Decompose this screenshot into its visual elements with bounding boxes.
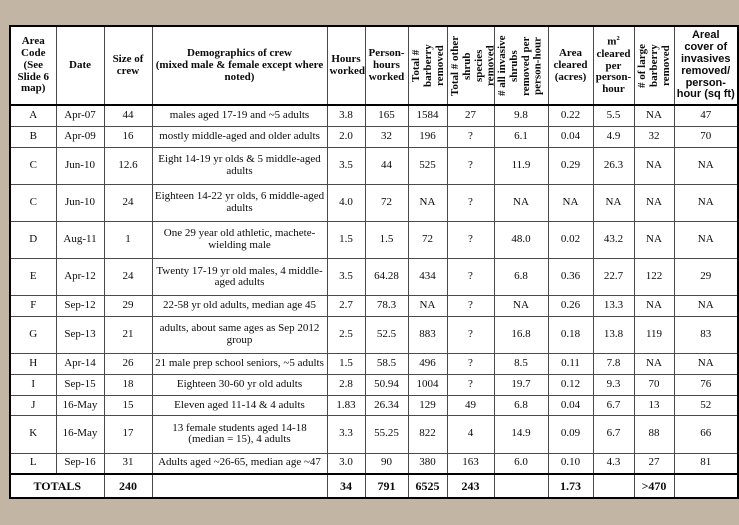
cell-size-of-crew: 29 <box>104 296 152 317</box>
totals-row <box>10 474 738 498</box>
cell-area-cleared: 0.12 <box>548 374 593 395</box>
cell-date: Sep-13 <box>56 317 104 354</box>
area-cleared-line-3: (acres) <box>554 70 587 83</box>
cell-date: Jun-10 <box>56 184 104 221</box>
cell-m2-per-person-hour: 7.8 <box>593 354 634 375</box>
cell-person-hours: 58.5 <box>365 354 408 375</box>
cell-demographics: One 29 year old athletic, machete-wielding male <box>152 222 327 259</box>
table-header-row-group <box>10 26 738 105</box>
demographics-title: Demographics of crew <box>187 46 292 59</box>
cell-area-code: A <box>10 105 56 126</box>
cell-m2-per-person-hour: 5.5 <box>593 105 634 126</box>
cell-demographics: Eighteen 14-22 yr olds, 6 middle-aged adults <box>152 184 327 221</box>
cell-areal-cover: 76 <box>674 374 738 395</box>
table-row <box>10 105 738 126</box>
cell-area-code: H <box>10 354 56 375</box>
cell-large-barberry: 27 <box>634 453 674 474</box>
col-header-area-cleared <box>548 26 593 105</box>
area-code-line-3: (See <box>23 58 44 71</box>
table-header-row <box>10 26 738 105</box>
cell-area-cleared: 0.04 <box>548 127 593 148</box>
cell-hours-worked: 3.5 <box>327 147 365 184</box>
cell-size-of-crew: 26 <box>104 354 152 375</box>
total-other-shrub-label: Total # other shrub species removed <box>448 35 497 96</box>
cell-demographics: adults, about same ages as Sep 2012 group <box>152 317 327 354</box>
table-row <box>10 184 738 221</box>
cell-invasives-per-person-hour: 9.8 <box>494 105 548 126</box>
cell-area-cleared: 0.02 <box>548 222 593 259</box>
m2-line-4: hour <box>602 83 625 96</box>
person-hours-line-3: worked <box>368 70 405 83</box>
cell-hours-worked: 2.0 <box>327 127 365 148</box>
cell-invasives-per-person-hour: 11.9 <box>494 147 548 184</box>
table-row <box>10 374 738 395</box>
cell-demographics: Eight 14-19 yr olds & 5 middle-aged adults <box>152 147 327 184</box>
cell-areal-cover: 70 <box>674 127 738 148</box>
cell-hours-worked: 2.5 <box>327 317 365 354</box>
cell-hours-worked: 3.8 <box>327 105 365 126</box>
totals-areal-cover <box>674 474 738 498</box>
col-header-invasive-shrubs-per-person-hour <box>494 26 548 105</box>
cell-barberry-removed: 496 <box>408 354 447 375</box>
cell-barberry-removed: NA <box>408 184 447 221</box>
cell-invasives-per-person-hour: 16.8 <box>494 317 548 354</box>
table-body <box>10 105 738 498</box>
cell-hours-worked: 2.8 <box>327 374 365 395</box>
totals-invasives-per-hour <box>494 474 548 498</box>
total-barberry-removed-label: Total # barberry removed <box>409 44 446 88</box>
cell-demographics: 22-58 yr old adults, median age 45 <box>152 296 327 317</box>
area-code-line-2: Code <box>21 46 46 59</box>
cell-date: Apr-07 <box>56 105 104 126</box>
cell-hours-worked: 3.0 <box>327 453 365 474</box>
cell-area-cleared: NA <box>548 184 593 221</box>
cell-invasives-per-person-hour: 6.8 <box>494 259 548 296</box>
hours-worked-line-2: worked <box>329 64 365 77</box>
cell-m2-per-person-hour: 6.7 <box>593 416 634 453</box>
cell-demographics: Eighteen 30-60 yr old adults <box>152 374 327 395</box>
cell-size-of-crew: 44 <box>104 105 152 126</box>
table-row <box>10 317 738 354</box>
cell-large-barberry: NA <box>634 105 674 126</box>
totals-size-of-crew: 240 <box>104 474 152 498</box>
cell-area-cleared: 0.22 <box>548 105 593 126</box>
table-row <box>10 416 738 453</box>
cell-barberry-removed: 525 <box>408 147 447 184</box>
cell-large-barberry: NA <box>634 147 674 184</box>
cell-size-of-crew: 18 <box>104 374 152 395</box>
large-barberry-removed-label: # of large barberry removed <box>635 43 672 88</box>
cell-invasives-per-person-hour: 6.1 <box>494 127 548 148</box>
cell-barberry-removed: 129 <box>408 395 447 416</box>
cell-barberry-removed: 1584 <box>408 105 447 126</box>
cell-other-shrubs: ? <box>447 317 494 354</box>
cell-size-of-crew: 12.6 <box>104 147 152 184</box>
cell-demographics: Eleven aged 11-14 & 4 adults <box>152 395 327 416</box>
cell-demographics: males aged 17-19 and ~5 adults <box>152 105 327 126</box>
hours-worked-line-1: Hours <box>331 52 361 65</box>
cell-area-code: F <box>10 296 56 317</box>
cell-area-code: I <box>10 374 56 395</box>
cell-areal-cover: 29 <box>674 259 738 296</box>
cell-date: Apr-14 <box>56 354 104 375</box>
size-of-crew-line-2: crew <box>116 64 140 77</box>
cell-area-code: B <box>10 127 56 148</box>
area-cleared-line-1: Area <box>558 46 582 59</box>
totals-barberry-removed: 6525 <box>408 474 447 498</box>
table-row <box>10 259 738 296</box>
area-code-line-1: Area <box>21 34 45 47</box>
cell-demographics: 13 female students aged 14-18 (median = 15), 4 adults <box>152 416 327 453</box>
m2-line-2: per <box>605 59 622 72</box>
cell-m2-per-person-hour: NA <box>593 184 634 221</box>
cell-invasives-per-person-hour: NA <box>494 296 548 317</box>
cell-other-shrubs: 27 <box>447 105 494 126</box>
cell-barberry-removed: 72 <box>408 222 447 259</box>
cell-person-hours: 52.5 <box>365 317 408 354</box>
cell-m2-per-person-hour: 13.8 <box>593 317 634 354</box>
crew-data-table <box>9 25 739 499</box>
totals-area-cleared: 1.73 <box>548 474 593 498</box>
col-header-total-barberry-removed <box>408 26 447 105</box>
cell-other-shrubs: ? <box>447 222 494 259</box>
cell-area-cleared: 0.10 <box>548 453 593 474</box>
cell-barberry-removed: 196 <box>408 127 447 148</box>
table-row <box>10 127 738 148</box>
cell-date: Jun-10 <box>56 147 104 184</box>
cell-demographics: Adults aged ~26-65, median age ~47 <box>152 453 327 474</box>
cell-invasives-per-person-hour: 8.5 <box>494 354 548 375</box>
cell-size-of-crew: 24 <box>104 259 152 296</box>
col-header-date: Date <box>56 26 104 105</box>
cell-area-code: L <box>10 453 56 474</box>
cell-large-barberry: NA <box>634 354 674 375</box>
cell-barberry-removed: 434 <box>408 259 447 296</box>
m2-superscript: 2 <box>616 35 620 43</box>
totals-person-hours: 791 <box>365 474 408 498</box>
cell-area-code: E <box>10 259 56 296</box>
cell-m2-per-person-hour: 6.7 <box>593 395 634 416</box>
cell-area-cleared: 0.36 <box>548 259 593 296</box>
table-row <box>10 222 738 259</box>
cell-size-of-crew: 31 <box>104 453 152 474</box>
cell-date: 16-May <box>56 395 104 416</box>
cell-barberry-removed: 380 <box>408 453 447 474</box>
cell-m2-per-person-hour: 9.3 <box>593 374 634 395</box>
cell-size-of-crew: 15 <box>104 395 152 416</box>
col-header-m2-cleared-per-person-hour <box>593 26 634 105</box>
cell-person-hours: 26.34 <box>365 395 408 416</box>
cell-date: Sep-16 <box>56 453 104 474</box>
cell-person-hours: 55.25 <box>365 416 408 453</box>
cell-hours-worked: 1.5 <box>327 354 365 375</box>
cell-area-code: J <box>10 395 56 416</box>
cell-m2-per-person-hour: 43.2 <box>593 222 634 259</box>
m2-line-1: cleared <box>596 47 631 60</box>
cell-barberry-removed: NA <box>408 296 447 317</box>
cell-area-code: C <box>10 147 56 184</box>
crew-data-table-container <box>9 25 735 499</box>
cell-date: 16-May <box>56 416 104 453</box>
cell-date: Sep-15 <box>56 374 104 395</box>
cell-areal-cover: NA <box>674 222 738 259</box>
cell-m2-per-person-hour: 22.7 <box>593 259 634 296</box>
cell-large-barberry: 13 <box>634 395 674 416</box>
table-row <box>10 147 738 184</box>
col-header-hours-worked <box>327 26 365 105</box>
cell-large-barberry: 122 <box>634 259 674 296</box>
cell-area-cleared: 0.26 <box>548 296 593 317</box>
cell-date: Aug-11 <box>56 222 104 259</box>
cell-other-shrubs: ? <box>447 127 494 148</box>
col-header-areal-cover: Areal cover of invasives removed/ person-hour (sq ft) <box>674 26 738 105</box>
cell-other-shrubs: 4 <box>447 416 494 453</box>
cell-other-shrubs: ? <box>447 374 494 395</box>
demographics-subtitle: (mixed male & female except where noted) <box>155 58 324 83</box>
totals-demographics <box>152 474 327 498</box>
cell-other-shrubs: ? <box>447 184 494 221</box>
cell-barberry-removed: 883 <box>408 317 447 354</box>
person-hours-line-2: hours <box>373 58 400 71</box>
cell-person-hours: 165 <box>365 105 408 126</box>
cell-area-cleared: 0.29 <box>548 147 593 184</box>
totals-large-barberry: >470 <box>634 474 674 498</box>
totals-other-shrubs: 243 <box>447 474 494 498</box>
cell-areal-cover: NA <box>674 147 738 184</box>
cell-other-shrubs: ? <box>447 259 494 296</box>
cell-demographics: mostly middle-aged and older adults <box>152 127 327 148</box>
area-cleared-line-2: cleared <box>553 58 588 71</box>
cell-large-barberry: 70 <box>634 374 674 395</box>
cell-invasives-per-person-hour: 6.8 <box>494 395 548 416</box>
cell-hours-worked: 4.0 <box>327 184 365 221</box>
cell-person-hours: 1.5 <box>365 222 408 259</box>
area-code-line-5: map) <box>21 82 46 95</box>
cell-hours-worked: 1.5 <box>327 222 365 259</box>
cell-size-of-crew: 16 <box>104 127 152 148</box>
cell-barberry-removed: 822 <box>408 416 447 453</box>
cell-hours-worked: 3.5 <box>327 259 365 296</box>
cell-other-shrubs: ? <box>447 296 494 317</box>
cell-person-hours: 50.94 <box>365 374 408 395</box>
cell-other-shrubs: 49 <box>447 395 494 416</box>
cell-areal-cover: 83 <box>674 317 738 354</box>
cell-hours-worked: 2.7 <box>327 296 365 317</box>
table-row <box>10 296 738 317</box>
table-row <box>10 453 738 474</box>
cell-areal-cover: NA <box>674 296 738 317</box>
invasive-shrubs-per-hour-label: # all invasive shrubs removed per person-hour <box>496 35 544 96</box>
cell-area-code: D <box>10 222 56 259</box>
cell-large-barberry: NA <box>634 184 674 221</box>
cell-hours-worked: 1.83 <box>327 395 365 416</box>
cell-area-cleared: 0.11 <box>548 354 593 375</box>
cell-area-cleared: 0.04 <box>548 395 593 416</box>
col-header-area-code <box>10 26 56 105</box>
cell-barberry-removed: 1004 <box>408 374 447 395</box>
cell-areal-cover: NA <box>674 354 738 375</box>
size-of-crew-line-1: Size of <box>112 52 144 65</box>
cell-areal-cover: 52 <box>674 395 738 416</box>
cell-invasives-per-person-hour: NA <box>494 184 548 221</box>
totals-m2-per-hour <box>593 474 634 498</box>
cell-person-hours: 72 <box>365 184 408 221</box>
cell-m2-per-person-hour: 26.3 <box>593 147 634 184</box>
cell-large-barberry: 119 <box>634 317 674 354</box>
cell-person-hours: 78.3 <box>365 296 408 317</box>
cell-area-cleared: 0.18 <box>548 317 593 354</box>
totals-hours-worked: 34 <box>327 474 365 498</box>
cell-areal-cover: NA <box>674 184 738 221</box>
area-code-line-4: Slide 6 <box>17 70 49 83</box>
totals-label: TOTALS <box>10 474 104 498</box>
col-header-size-of-crew <box>104 26 152 105</box>
col-header-large-barberry-removed <box>634 26 674 105</box>
cell-m2-per-person-hour: 13.3 <box>593 296 634 317</box>
cell-large-barberry: 88 <box>634 416 674 453</box>
cell-size-of-crew: 17 <box>104 416 152 453</box>
cell-large-barberry: NA <box>634 296 674 317</box>
cell-size-of-crew: 24 <box>104 184 152 221</box>
cell-other-shrubs: ? <box>447 147 494 184</box>
cell-invasives-per-person-hour: 6.0 <box>494 453 548 474</box>
cell-m2-per-person-hour: 4.3 <box>593 453 634 474</box>
cell-demographics: Twenty 17-19 yr old males, 4 middle-aged adults <box>152 259 327 296</box>
cell-date: Apr-12 <box>56 259 104 296</box>
cell-date: Sep-12 <box>56 296 104 317</box>
cell-area-code: K <box>10 416 56 453</box>
col-header-total-other-shrub-species-removed <box>447 26 497 105</box>
cell-area-code: G <box>10 317 56 354</box>
cell-size-of-crew: 1 <box>104 222 152 259</box>
cell-area-code: C <box>10 184 56 221</box>
m2-unit: m <box>607 35 617 48</box>
cell-m2-per-person-hour: 4.9 <box>593 127 634 148</box>
cell-person-hours: 44 <box>365 147 408 184</box>
cell-large-barberry: 32 <box>634 127 674 148</box>
table-row <box>10 354 738 375</box>
cell-size-of-crew: 21 <box>104 317 152 354</box>
cell-other-shrubs: 163 <box>447 453 494 474</box>
col-header-person-hours-worked <box>365 26 408 105</box>
cell-invasives-per-person-hour: 14.9 <box>494 416 548 453</box>
table-row <box>10 395 738 416</box>
cell-area-cleared: 0.09 <box>548 416 593 453</box>
cell-demographics: 21 male prep school seniors, ~5 adults <box>152 354 327 375</box>
cell-areal-cover: 81 <box>674 453 738 474</box>
cell-person-hours: 32 <box>365 127 408 148</box>
person-hours-line-1: Person- <box>368 46 405 59</box>
cell-person-hours: 90 <box>365 453 408 474</box>
cell-person-hours: 64.28 <box>365 259 408 296</box>
col-header-demographics <box>152 26 327 105</box>
m2-line-3: person- <box>595 71 632 84</box>
cell-areal-cover: 47 <box>674 105 738 126</box>
cell-invasives-per-person-hour: 19.7 <box>494 374 548 395</box>
cell-large-barberry: NA <box>634 222 674 259</box>
cell-date: Apr-09 <box>56 127 104 148</box>
cell-areal-cover: 66 <box>674 416 738 453</box>
cell-hours-worked: 3.3 <box>327 416 365 453</box>
cell-other-shrubs: ? <box>447 354 494 375</box>
cell-invasives-per-person-hour: 48.0 <box>494 222 548 259</box>
